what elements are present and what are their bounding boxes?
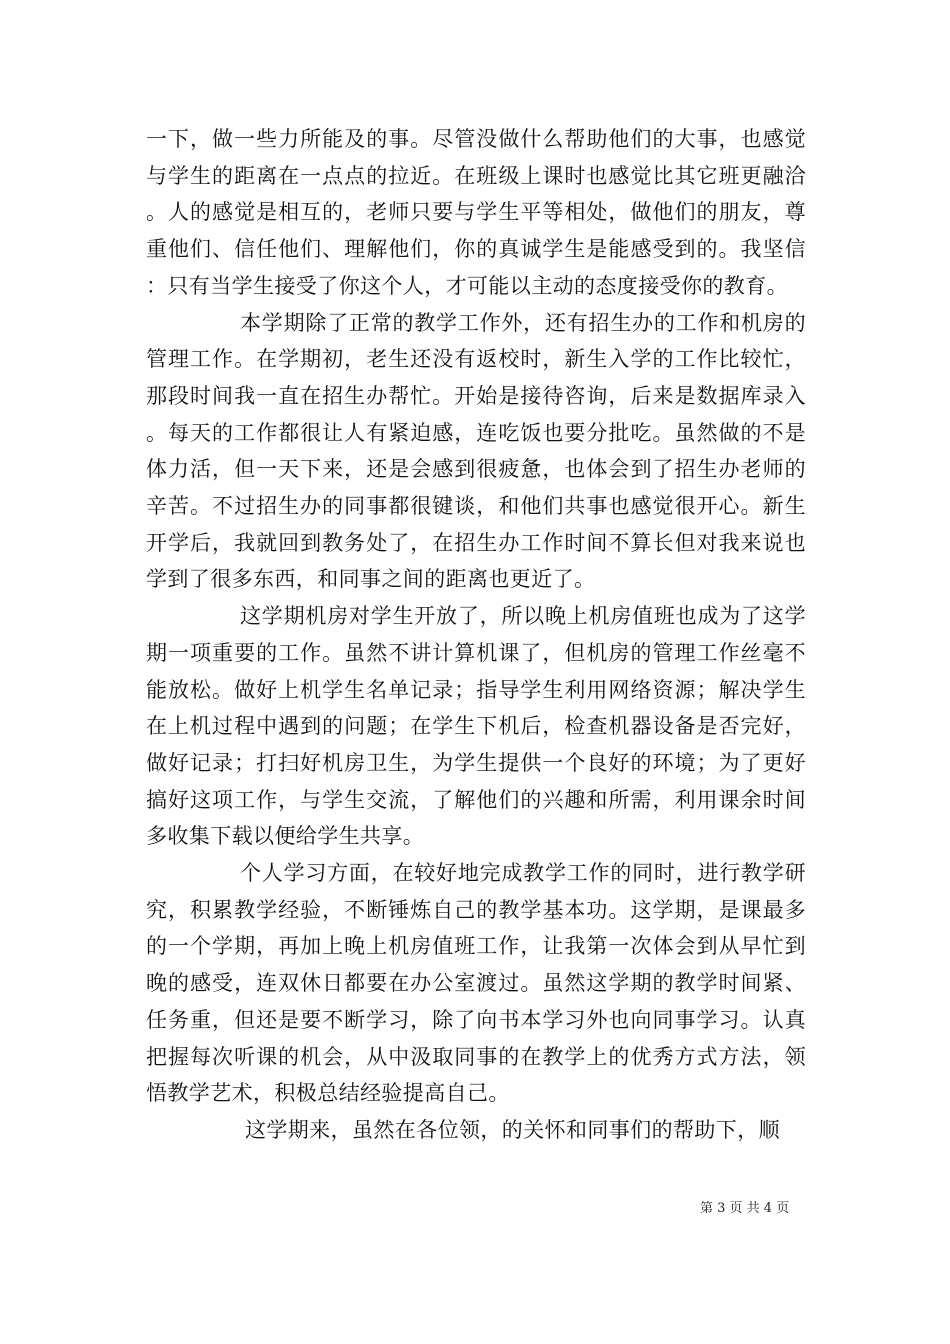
paragraph-2: 本学期除了正常的教学工作外，还有招生办的工作和机房的管理工作。在学期初，老生还没有返校时，新生入学的工作比较忙，那段时间我一直在招生办帮忙。开始是接待咨询，后来是数据库录入。每天的工作都很让人有紧迫感，连吃饭也要分批吃。虽然做的不是体力活，但一天下来，还是会感到很疲惫，也体会到了招生办老师的辛苦。不过招生办的同事都很键谈，和他们共事也感觉很开心。新生开学后，我就回到教务处了，在招生办工作时间不算长但对我来说也学到了很多东西，和同事之间的距离也更近了。 xyxy=(146,310,806,592)
paragraph-4: 个人学习方面，在较好地完成教学工作的同时，进行教学研究，积累教学经验，不断锤炼自己的教学基本功。这学期，是课最多的一个学期，再加上晚上机房值班工作，让我第一次体会到从早忙到晚的感受，连双休日都要在办公室渡过。虽然这学期的教学时间紧、任务重，但还是要不断学习，除了向书本学习外也向同事学习。认真把握每次听课的机会，从中汲取同事的在教学上的优秀方式方法，领悟教学艺术，积极总结经验提高自己。 xyxy=(146,861,806,1106)
paragraph-5: 这学期来，虽然在各位领，的关怀和同事们的帮助下，顺 xyxy=(245,1117,780,1142)
paragraph-3: 这学期机房对学生开放了，所以晚上机房值班也成为了这学期一项重要的工作。虽然不讲计算机课了，但机房的管理工作丝毫不能放松。做好上机学生名单记录；指导学生利用网络资源；解决学生在上机过程中遇到的问题；在学生下机后，检查机器设备是否完好，做好记录；打扫好机房卫生，为学生提供一个良好的环境；为了更好搞好这项工作，与学生交流，了解他们的兴趣和所需，利用课余时间多收集下载以便给学生共享。 xyxy=(146,604,806,849)
page-number-footer xyxy=(700,1201,789,1217)
document-body xyxy=(146,121,806,1149)
page-number-label: 第 3 页 共 4 页 xyxy=(700,1201,790,1216)
paragraph-1: 一下，做一些力所能及的事。尽管没做什么帮助他们的大事，也感觉与学生的距离在一点点的拉近。在班级上课时也感觉比其它班更融洽。人的感觉是相互的，老师只要与学生平等相处，做他们的朋友，尊重他们、信任他们、理解他们，你的真诚学生是能感受到的。我坚信：只有当学生接受了你这个人，才可能以主动的态度接受你的教育。 xyxy=(146,127,806,298)
